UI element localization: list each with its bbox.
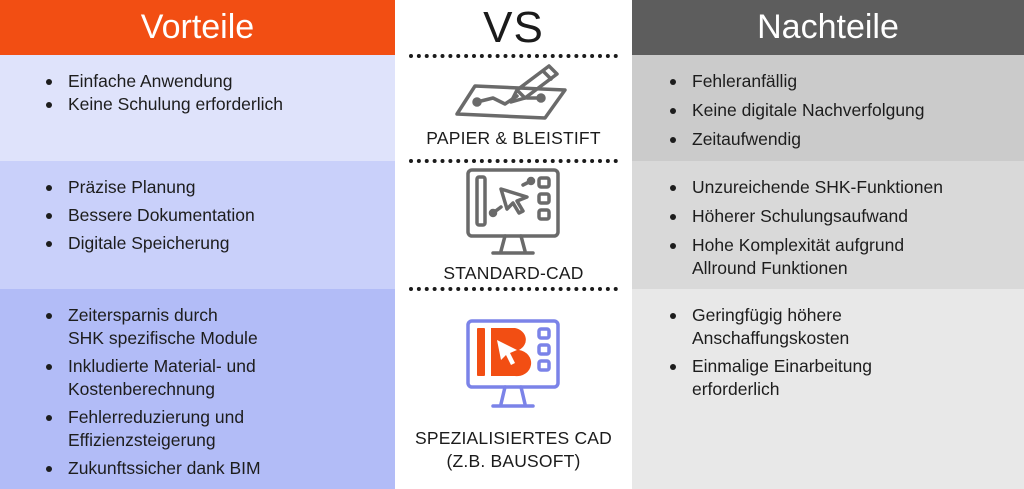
paper-pencil-icon	[453, 62, 577, 124]
disadvantages-row-standard-cad	[632, 161, 1024, 289]
dotted-divider	[409, 287, 618, 291]
advantages-row-paper	[0, 55, 395, 161]
dotted-divider	[409, 54, 618, 58]
bausoft-logo-icon	[477, 328, 531, 376]
paper-pencil-label: PAPIER & BLEISTIFT	[426, 128, 601, 148]
advantages-row-special-cad	[0, 289, 395, 489]
versus-title: VS	[483, 2, 544, 52]
list-item: Einfache Anwendung	[46, 70, 395, 93]
disadvantages-row-special-cad	[632, 289, 1024, 489]
versus-column	[395, 0, 632, 489]
dotted-divider	[409, 159, 618, 163]
advantages-header	[0, 0, 395, 55]
versus-header	[395, 0, 632, 55]
bausoft-monitor-icon	[465, 318, 561, 412]
list-item: Keine Schulung erforderlich	[46, 93, 395, 116]
list-item: Keine digitale Nachverfolgung	[670, 99, 1024, 122]
list-item: Höherer Schulungsaufwand	[670, 205, 1024, 228]
list-item: Fehlerreduzierung und Effizienzsteigerung	[46, 406, 395, 452]
list-item: Einmalige Einarbeitung erforderlich	[670, 355, 1024, 401]
list-item: Hohe Komplexität aufgrund Allround Funktionen	[670, 234, 1024, 280]
monitor-cad-icon	[465, 167, 561, 259]
list-item: Zeitaufwendig	[670, 128, 1024, 151]
list-item: Unzureichende SHK-Funktionen	[670, 176, 1024, 199]
disadvantages-header	[632, 0, 1024, 55]
list-item: Inkludierte Material- und Kostenberechnung	[46, 355, 395, 401]
disadvantages-row-paper	[632, 55, 1024, 161]
list-item: Fehleranfällig	[670, 70, 1024, 93]
advantages-column	[0, 0, 395, 489]
standard-cad-label: STANDARD-CAD	[443, 263, 584, 283]
list-item: Bessere Dokumentation	[46, 204, 395, 227]
list-item: Präzise Planung	[46, 176, 395, 199]
disadvantages-title: Nachteile	[757, 8, 899, 46]
list-item: Digitale Speicherung	[46, 232, 395, 255]
special-cad-label: SPEZIALISIERTES CAD (Z.B. BAUSOFT)	[414, 428, 612, 471]
list-item: Zukunftssicher dank BIM	[46, 457, 395, 480]
advantages-title: Vorteile	[140, 8, 255, 46]
advantages-row-standard-cad	[0, 161, 395, 289]
list-item: Zeitersparnis durch SHK spezifische Module	[46, 304, 395, 350]
list-item: Geringfügig höhere Anschaffungskosten	[670, 304, 1024, 350]
disadvantages-column	[632, 0, 1024, 489]
